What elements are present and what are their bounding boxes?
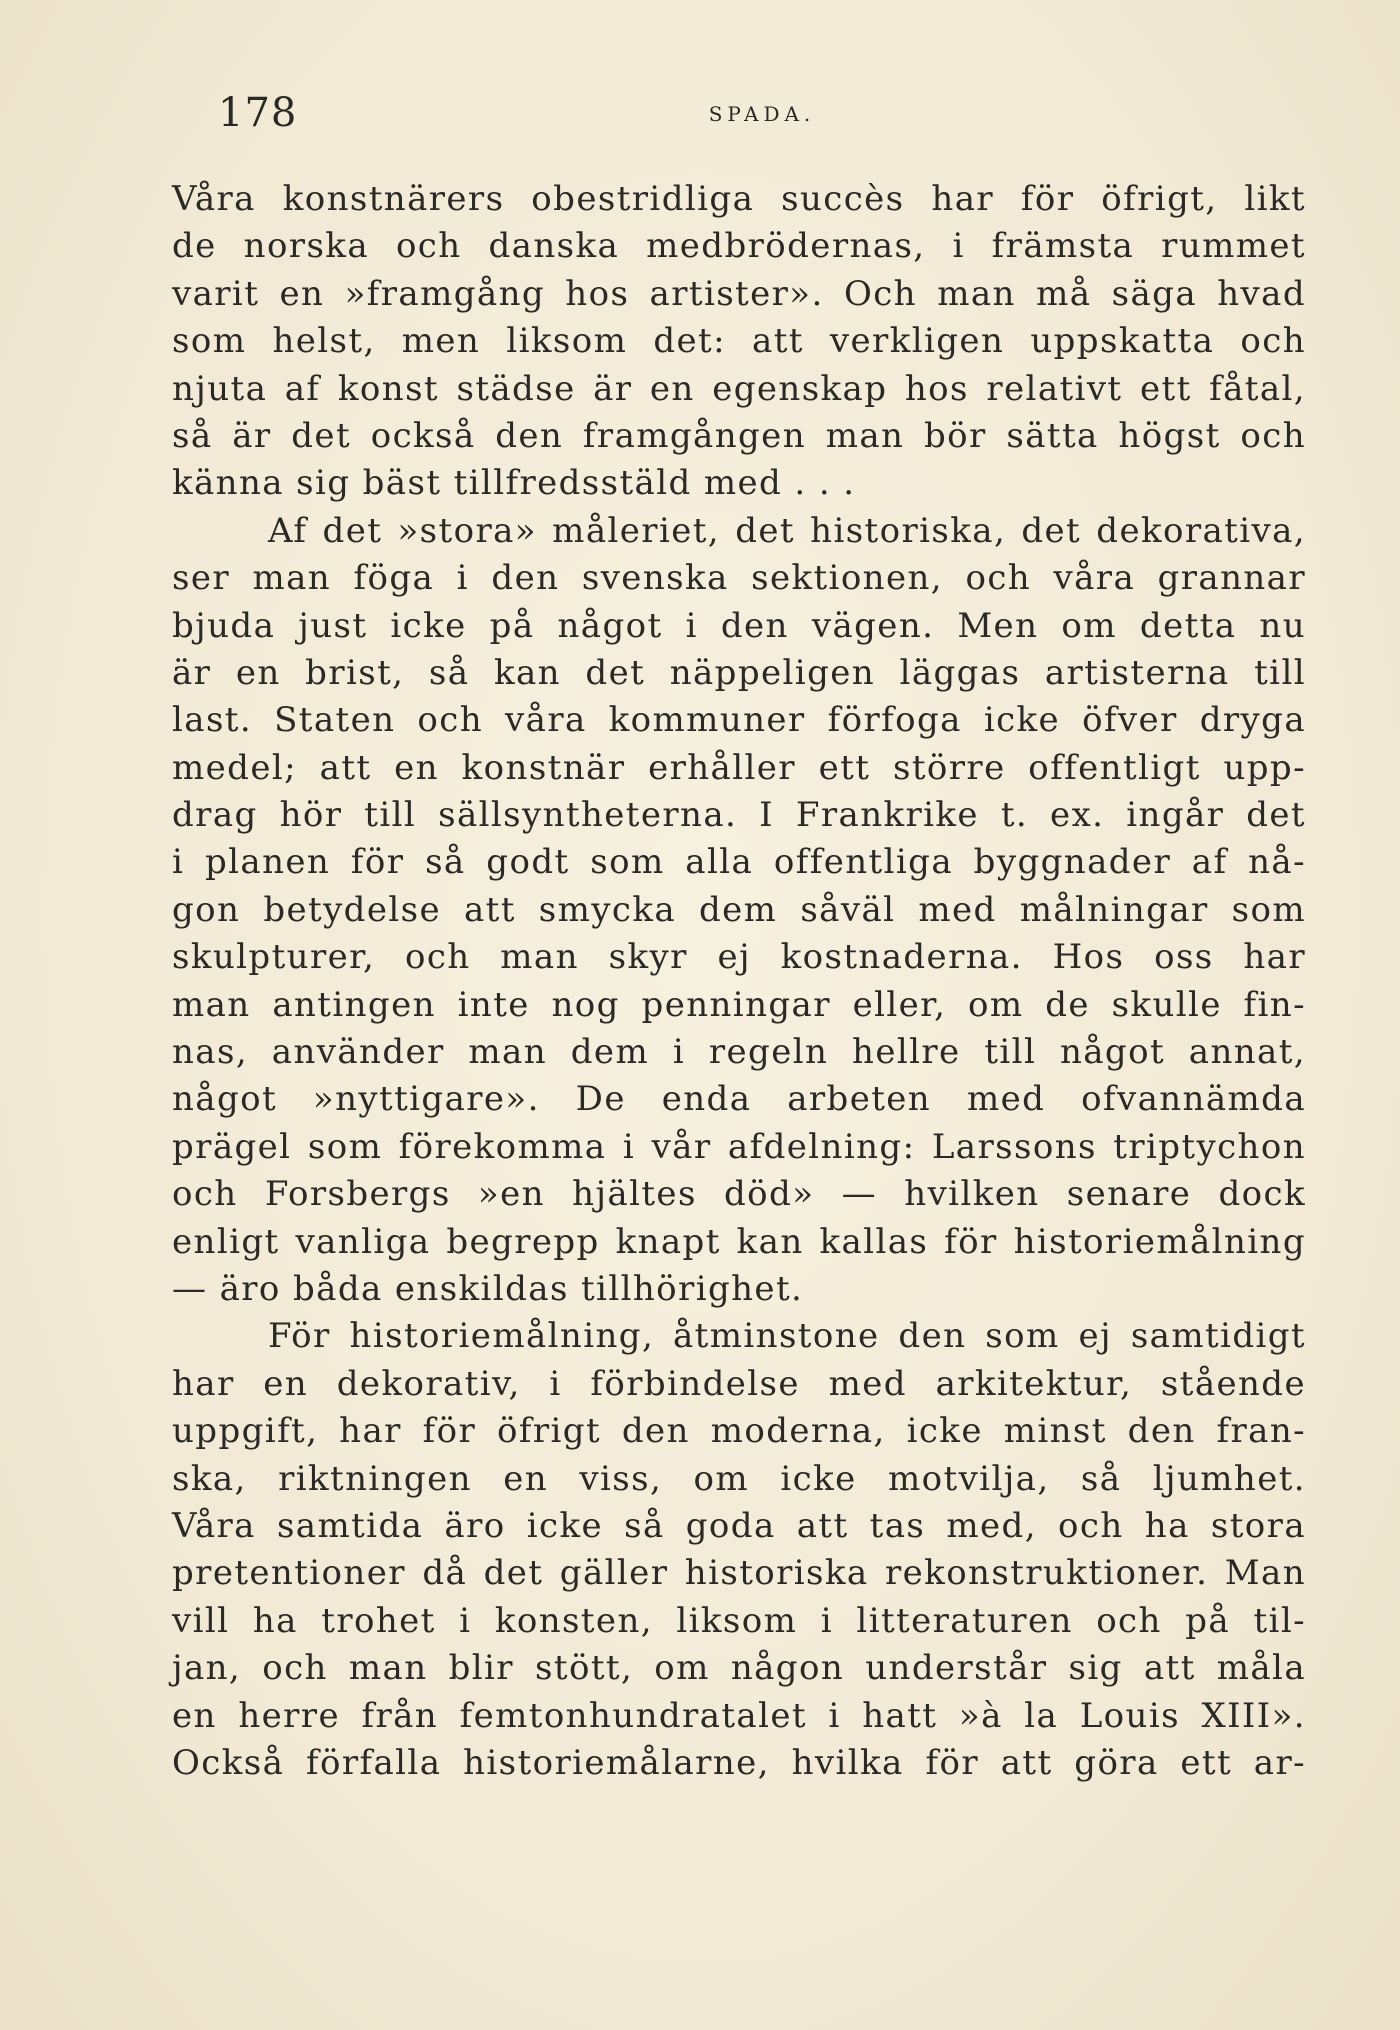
text-line: ser man föga i den svenska sektionen, och våra grannar xyxy=(172,558,1306,599)
page-number: 178 xyxy=(218,90,298,136)
text-line: som helst, men liksom det: att verkligen uppskatta och xyxy=(172,321,1306,362)
text-line: njuta af konst städse är en egenskap hos relativt ett fåtal, xyxy=(172,368,1306,409)
page-header xyxy=(218,88,1306,138)
running-head: SPADA. xyxy=(708,102,816,126)
text-line: pretentioner då det gäller historiska rekonstruktioner. Man xyxy=(172,1553,1306,1594)
text-line: Af det »stora» måleriet, det historiska, det dekorativa, xyxy=(268,510,1306,551)
text-line: drag hör till sällsyntheterna. I Frankrike t. ex. ingår det xyxy=(172,795,1306,836)
text-line: och Forsbergs »en hjältes död» — hvilken senare dock xyxy=(172,1174,1306,1215)
text-line: är en brist, så kan det näppeligen läggas artisterna till xyxy=(172,652,1306,693)
text-line: varit en »framgång hos artister». Och man må säga hvad xyxy=(172,273,1306,314)
text-line: För historiemålning, åtminstone den som ej samtidigt xyxy=(268,1316,1306,1357)
text-line: något »nyttigare». De enda arbeten med ofvannämda xyxy=(172,1079,1306,1120)
text-line: last. Staten och våra kommuner förfoga icke öfver dryga xyxy=(172,700,1306,741)
text-line: Också förfalla historiemålarne, hvilka för att göra ett ar- xyxy=(172,1742,1306,1783)
text-line: gon betydelse att smycka dem såväl med målningar som xyxy=(172,889,1306,930)
text-line: enligt vanliga begrepp knapt kan kallas för historiemålning xyxy=(172,1221,1306,1262)
text-line: i planen för så godt som alla offentliga byggnader af nå- xyxy=(172,842,1306,883)
text-line: medel; att en konstnär erhåller ett större offentligt upp- xyxy=(172,747,1306,788)
text-line: de norska och danska medbrödernas, i främsta rummet xyxy=(172,226,1306,267)
text-line: nas, använder man dem i regeln hellre till något annat, xyxy=(172,1032,1306,1073)
text-line: känna sig bäst tillfredsstäld med . . . xyxy=(172,463,856,504)
text-line: man antingen inte nog penningar eller, om de skulle fin- xyxy=(172,984,1306,1025)
text-line: prägel som förekomma i vår afdelning: Larssons triptychon xyxy=(172,1126,1306,1167)
body-text xyxy=(172,176,1306,1787)
text-line: Våra konstnärers obestridliga succès har för öfrigt, likt xyxy=(172,179,1306,219)
text-line: skulpturer, och man skyr ej kostnaderna. Hos oss har xyxy=(172,937,1306,978)
text-line: har en dekorativ, i förbindelse med arkitektur, stående xyxy=(172,1363,1306,1404)
text-line: Våra samtida äro icke så goda att tas med, och ha stora xyxy=(172,1505,1306,1546)
text-line: en herre från femtonhundratalet i hatt »à la Louis XIII». xyxy=(172,1695,1306,1736)
text-line: ska, riktningen en viss, om icke motvilja, så ljumhet. xyxy=(172,1458,1306,1499)
text-line: jan, och man blir stött, om någon understår sig att måla xyxy=(172,1648,1306,1689)
text-line: så är det också den framgången man bör sätta högst och xyxy=(172,415,1306,456)
text-line: — äro båda enskildas tillhörighet. xyxy=(172,1268,804,1309)
text-line: vill ha trohet i konsten, liksom i litteraturen och på til- xyxy=(172,1600,1306,1641)
text-line: uppgift, har för öfrigt den moderna, icke minst den fran- xyxy=(172,1411,1306,1452)
text-line: bjuda just icke på något i den vägen. Men om detta nu xyxy=(172,605,1306,646)
